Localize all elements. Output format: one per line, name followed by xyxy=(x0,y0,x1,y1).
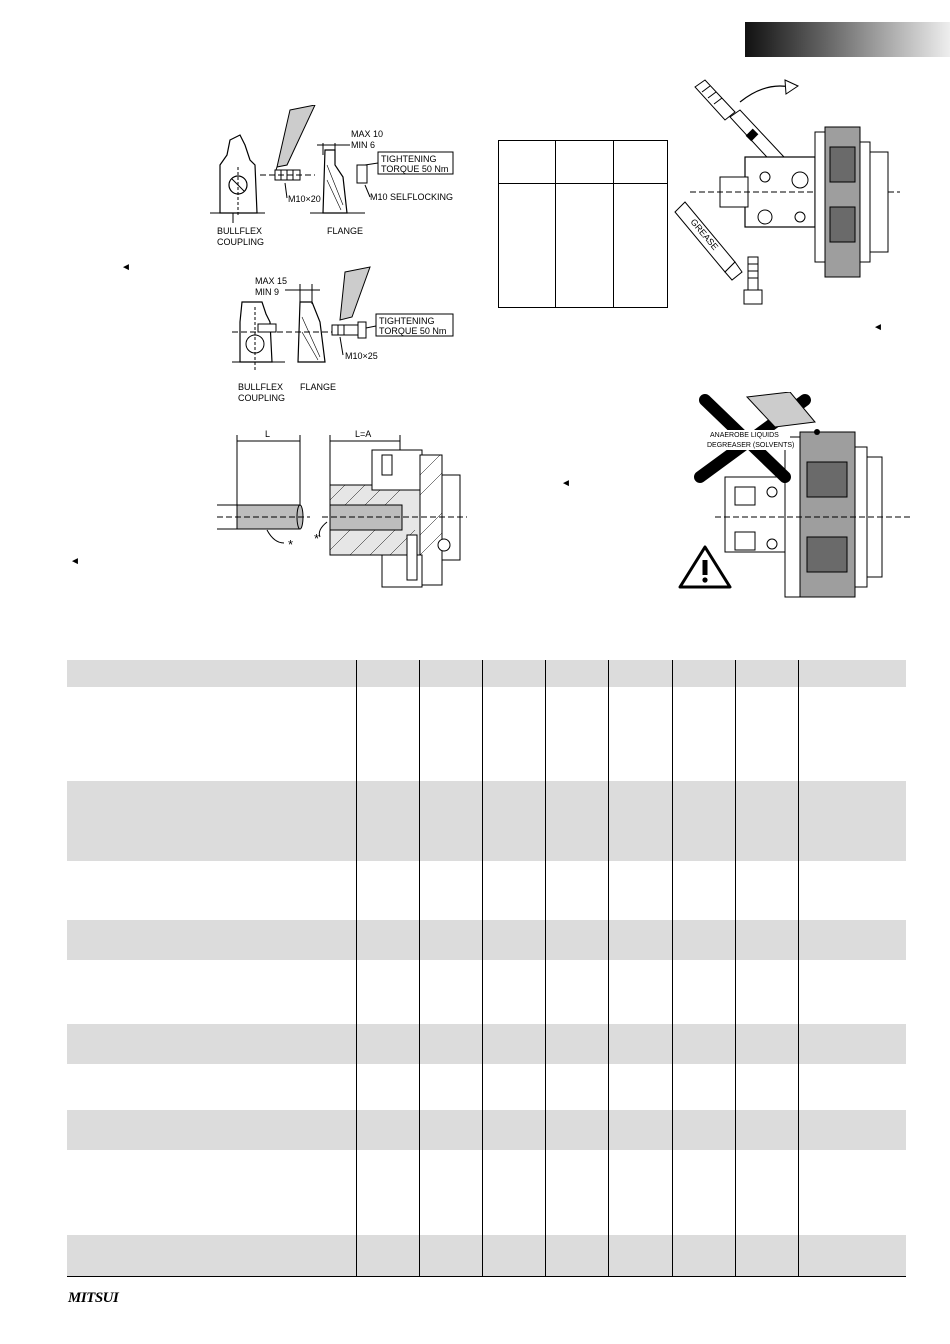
fig2-max-label: MAX 15 xyxy=(255,276,288,286)
fig3-length-a-label: L=A xyxy=(355,429,372,439)
data-table xyxy=(67,660,906,1277)
table-row xyxy=(67,1024,906,1064)
fig3-asterisk: * xyxy=(288,537,294,552)
fig4-grease-label: GREASE xyxy=(688,216,721,253)
fig1-coupling-line1: BULLFLEX xyxy=(217,226,263,236)
marker-arrow: ◄ xyxy=(121,262,131,273)
fig1-coupling-line2: COUPLING xyxy=(217,237,265,247)
table-row xyxy=(67,1064,906,1110)
fig5-warning-line1: ANAEROBE LIQUIDS xyxy=(710,432,779,439)
table-row xyxy=(67,861,906,920)
marker-arrow: ◄ xyxy=(561,478,571,489)
fig1-min-label: MIN 6 xyxy=(351,140,376,150)
figure-coupling-flange-m10x20 xyxy=(205,105,460,250)
fig1-torque-line1: TIGHTENING xyxy=(381,154,437,164)
table-row xyxy=(67,1150,906,1235)
figure-shaft-length-section xyxy=(212,425,472,595)
figure-solvent-warning xyxy=(675,392,915,602)
fig2-coupling-line2: COUPLING xyxy=(238,393,286,403)
table-header-row xyxy=(67,660,906,687)
table-row xyxy=(67,781,906,861)
fig2-flange-label: FLANGE xyxy=(300,382,337,392)
table-row xyxy=(67,1235,906,1276)
figure-coupling-flange-m10x25 xyxy=(230,262,465,407)
fig1-screw-label: M10×20 xyxy=(288,194,321,204)
table-row xyxy=(67,1110,906,1150)
fig2-coupling-line1: BULLFLEX xyxy=(238,382,284,392)
fig2-min-label: MIN 9 xyxy=(255,287,280,297)
fig2-torque-line2: TORQUE 50 Nm xyxy=(379,326,447,336)
fig2-torque-line1: TIGHTENING xyxy=(379,316,435,326)
table-row xyxy=(67,920,906,960)
fig3-length-label: L xyxy=(265,429,271,439)
fig1-flange-label: FLANGE xyxy=(327,226,364,236)
marker-arrow: ◄ xyxy=(873,322,883,333)
fig2-screw-label: M10×25 xyxy=(345,351,378,361)
fig1-selflocking-label: M10 SELFLOCKING xyxy=(370,192,454,202)
small-table xyxy=(498,140,668,308)
table-row xyxy=(67,960,906,1024)
figure-grease-lever xyxy=(670,72,910,317)
fig1-max-label: MAX 10 xyxy=(351,129,384,139)
marker-arrow: ◄ xyxy=(70,556,80,567)
table-row xyxy=(67,687,906,781)
header-gradient-tab xyxy=(745,22,950,57)
fig1-torque-line2: TORQUE 50 Nm xyxy=(381,164,449,174)
brand-logo: MITSUI xyxy=(68,1290,119,1306)
fig5-warning-line2: DEGREASER (SOLVENTS) xyxy=(707,442,795,449)
fig3-asterisk-2: * xyxy=(314,531,320,546)
